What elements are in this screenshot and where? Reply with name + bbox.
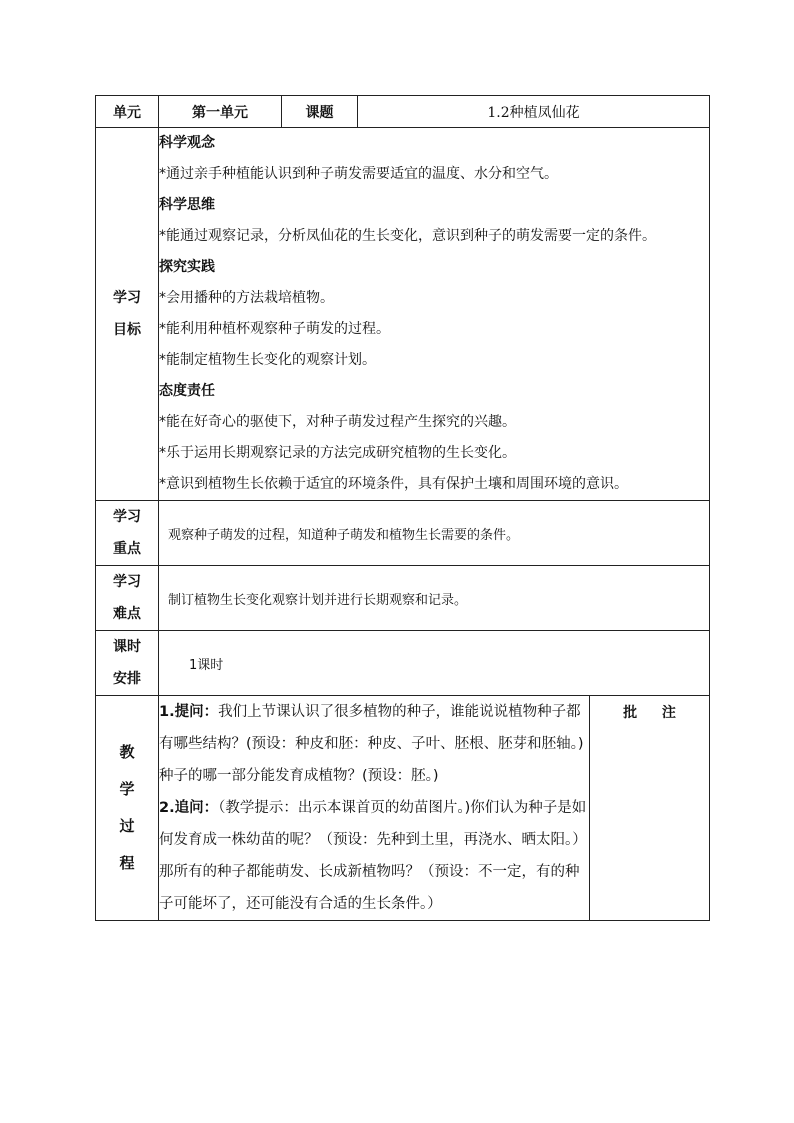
objectives-row — [96, 128, 710, 501]
difficulties-label — [96, 566, 159, 631]
schedule-label — [96, 631, 159, 696]
key-points-text: 观察种子萌发的过程，知道种子萌发和植物生长需要的条件。 — [159, 501, 710, 566]
process-label-char: 过 — [119, 817, 135, 835]
objectives-content — [159, 128, 710, 501]
schedule-row — [96, 631, 710, 696]
objective-item: *意识到植物生长依赖于适宜的环境条件，具有保护土壤和周围环境的意识。 — [159, 476, 628, 492]
schedule-text: 1课时 — [159, 631, 710, 696]
topic-label: 课题 — [282, 96, 358, 128]
process-label-char: 程 — [119, 854, 135, 872]
header-row — [96, 96, 710, 128]
schedule-label-line2: 安排 — [113, 671, 141, 687]
objective-item: *通过亲手种植能认识到种子萌发需要适宜的温度、水分和空气。 — [159, 166, 558, 182]
objective-heading-attitude: 态度责任 — [159, 383, 215, 399]
objective-item: *能通过观察记录，分析凤仙花的生长变化，意识到种子的萌发需要一定的条件。 — [159, 228, 656, 244]
key-points-label — [96, 501, 159, 566]
process-label-char: 教 — [119, 743, 135, 761]
objective-item: *乐于运用长期观察记录的方法完成研究植物的生长变化。 — [159, 445, 516, 461]
objectives-label — [96, 128, 159, 501]
process-step-text: （教学提示：出示本课首页的幼苗图片。)你们认为种子是如何发育成一株幼苗的呢？（预设：先种到土里，再浇水、晒太阳。）那所有的种子都能萌发、长成新植物吗？（预设：不一定，有的种子可能坏了，还可能没有合适的生长条件。） — [159, 800, 587, 912]
process-step-text: 我们上节课认识了很多植物的种子，谁能说说植物种子都有哪些结构？(预设：种皮和胚：种皮、子叶、胚根、胚芽和胚轴。)种子的哪一部分能发育成植物？(预设：胚。) — [159, 704, 584, 784]
process-step-1 — [159, 696, 589, 792]
notes-column: 批 注 — [590, 696, 710, 921]
objective-item: *能制定植物生长变化的观察计划。 — [159, 352, 376, 368]
process-step-2 — [159, 792, 589, 920]
objective-item: *能在好奇心的驱使下，对种子萌发过程产生探究的兴趣。 — [159, 414, 516, 430]
difficulties-label-line1: 学习 — [113, 574, 141, 590]
objective-item: *能利用种植杯观察种子萌发的过程。 — [159, 321, 390, 337]
objectives-label-line2: 目标 — [113, 322, 141, 338]
process-label — [96, 696, 159, 921]
objective-heading-practice: 探究实践 — [159, 259, 215, 275]
unit-value: 第一单元 — [159, 96, 282, 128]
objective-heading-thinking: 科学思维 — [159, 197, 215, 213]
topic-value: 1.2种植凤仙花 — [358, 96, 710, 128]
objectives-label-line1: 学习 — [113, 290, 141, 306]
unit-label: 单元 — [96, 96, 159, 128]
process-label-char: 学 — [119, 780, 135, 798]
key-points-label-line2: 重点 — [113, 541, 141, 557]
process-content — [159, 696, 590, 921]
objective-heading-concept: 科学观念 — [159, 135, 215, 151]
process-step-head: 2.追问： — [159, 800, 219, 816]
process-step-head: 1.提问： — [159, 704, 219, 720]
key-points-label-line1: 学习 — [113, 509, 141, 525]
difficulties-row — [96, 566, 710, 631]
objective-item: *会用播种的方法栽培植物。 — [159, 290, 334, 306]
lesson-plan-table — [95, 95, 710, 921]
difficulties-label-line2: 难点 — [113, 606, 141, 622]
process-row — [96, 696, 710, 921]
schedule-label-line1: 课时 — [113, 639, 141, 655]
difficulties-text: 制订植物生长变化观察计划并进行长期观察和记录。 — [159, 566, 710, 631]
key-points-row — [96, 501, 710, 566]
